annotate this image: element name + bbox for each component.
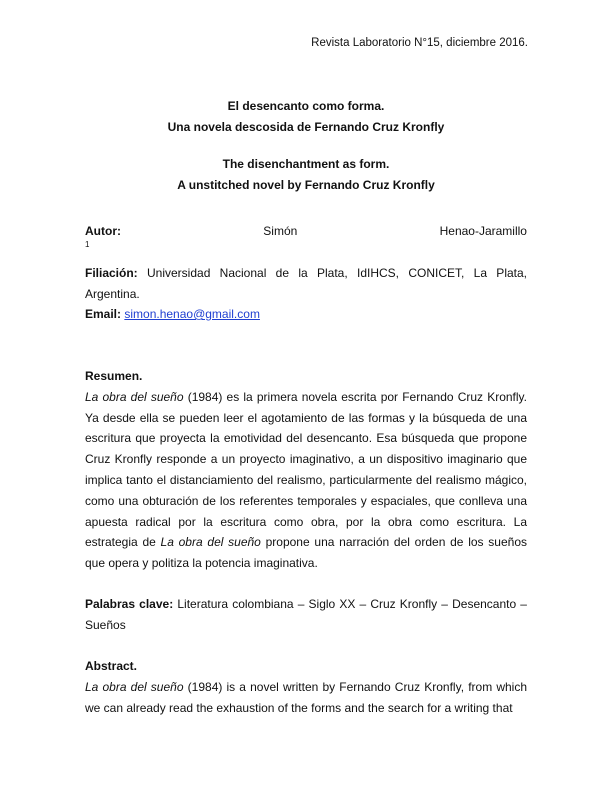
- author-first-name: Simón: [263, 224, 298, 238]
- author-line: [85, 221, 527, 242]
- keywords: [85, 594, 527, 636]
- abstract-paragraph: [85, 677, 527, 719]
- abstract-section: [85, 656, 527, 718]
- resumen-paragraph: [85, 387, 527, 574]
- keywords-label: Palabras clave:: [85, 597, 174, 611]
- affiliation: [85, 263, 527, 305]
- email-line: [85, 304, 527, 325]
- title-block: [85, 96, 527, 196]
- footnote-mark: 1: [85, 240, 90, 249]
- abstract-work-title: La obra del sueño: [85, 679, 184, 694]
- keywords-text: Literatura colombiana – Siglo XX – Cruz Kronfly – Desencanto – Sueños: [85, 597, 527, 632]
- resumen-heading: Resumen.: [85, 369, 143, 383]
- resumen-work-title: La obra del sueño: [85, 389, 184, 404]
- affiliation-text: Universidad Nacional de la Plata, IdIHCS, CONICET, La Plata, Argentina.: [85, 266, 527, 301]
- resumen-section: [85, 366, 527, 574]
- journal-header: Revista Laboratorio N°15, diciembre 2016.: [311, 37, 528, 49]
- resumen-work-title-2: La obra del sueño: [160, 535, 261, 550]
- abstract-text: (1984) is a novel written by Fernando Cruz Kronfly, from which we can already read the exhaustion of the forms and the search for a writing that: [85, 679, 528, 715]
- email-link[interactable]: simon.henao@gmail.com: [124, 307, 260, 321]
- spanish-title-line-1: El desencanto como forma.: [227, 99, 385, 113]
- author-label: Autor:: [85, 224, 121, 238]
- author-last-name: Henao-Jaramillo: [439, 224, 527, 238]
- email-label: Email:: [85, 307, 122, 321]
- english-title-line-2: A unstitched novel by Fernando Cruz Kronfly: [177, 178, 435, 192]
- spanish-title-line-2: Una novela descosida de Fernando Cruz Kronfly: [167, 120, 445, 134]
- resumen-text-part-2: propone una narración del orden de los sueños que opera y politiza la potencia imaginativa.: [85, 535, 527, 571]
- resumen-text-part-1: (1984) es la primera novela escrita por Fernando Cruz Kronfly. Ya desde ella se pueden leer el agotamiento de las formas y la búsqueda de una escritura que proyecta la emotividad del desencanto. Esa búsqueda que propone Cruz Kronfly responde a un proyecto imaginativo, a un dispositivo imaginario que implica tanto el distanciamiento del realismo, particularmente del realismo mágico, como una obturación de los referentes temporales y espaciales, que conlleva una apuesta radical por la escritura como obra, por la obra como escritura. La estrategia de: [85, 389, 527, 550]
- english-title-line-1: The disenchantment as form.: [222, 157, 390, 171]
- abstract-heading: Abstract.: [85, 659, 138, 673]
- affiliation-label: Filiación:: [85, 266, 138, 280]
